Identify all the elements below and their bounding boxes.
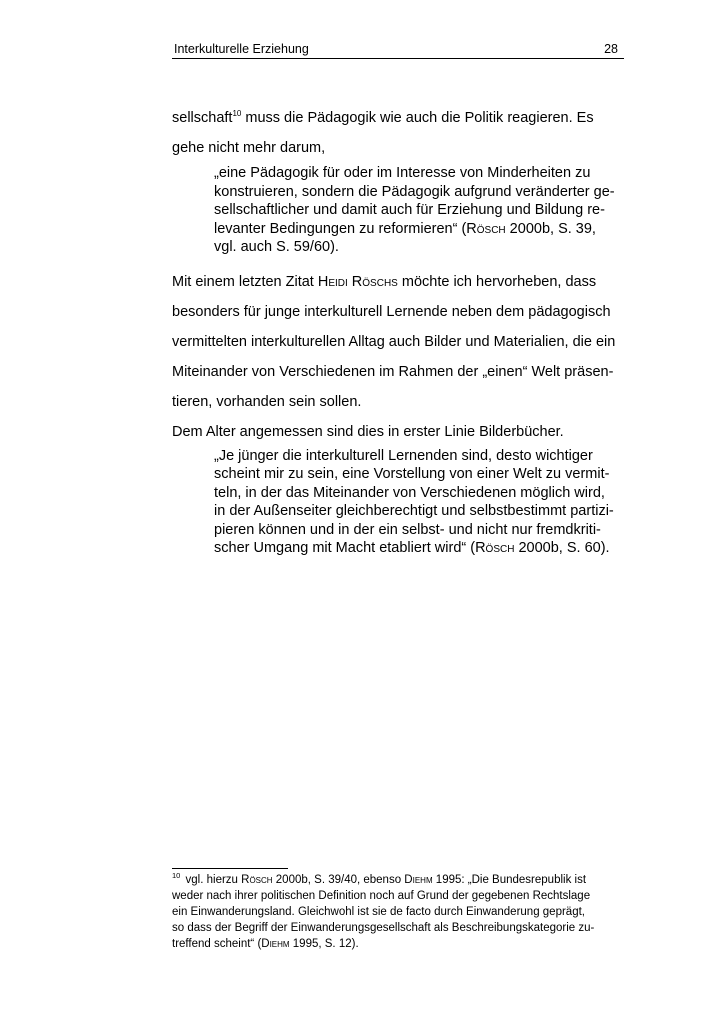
text-line: teln, in der das Miteinander von Verschiedenen möglich wird, <box>214 484 605 501</box>
running-header <box>172 40 624 59</box>
author-name: Diehm <box>261 938 290 950</box>
text-line <box>172 936 626 952</box>
text-line: besonders für junge interkulturell Lernende neben dem pädagogisch <box>172 303 611 320</box>
main-text <box>172 103 624 558</box>
page-number: 28 <box>604 42 618 56</box>
text-line: vermittelten interkulturellen Alltag auch Bilder und Materialien, die ein <box>172 333 616 350</box>
text-span: Mit einem letzten Zitat <box>172 273 318 290</box>
block-quote-2 <box>214 447 624 558</box>
text-span: levanter Bedingungen zu reformieren“ ( <box>214 220 467 237</box>
text-line: „Je jünger die interkulturell Lernenden sind, desto wichtiger <box>214 447 593 464</box>
text-line <box>172 872 626 888</box>
text-line: pieren können und in der ein selbst- und nicht nur fremdkriti- <box>214 521 601 538</box>
header-title: Interkulturelle Erziehung <box>174 42 309 56</box>
text-span: sellschaft <box>172 110 233 126</box>
text-span: 2000b, S. 39, <box>505 220 596 237</box>
text-span: 1995, S. 12). <box>289 938 359 950</box>
footnote <box>172 872 626 952</box>
paragraph-1 <box>172 103 624 163</box>
text-line: „eine Pädagogik für oder im Interesse von Minderheiten zu <box>214 165 591 181</box>
author-name: Diehm <box>404 874 433 886</box>
text-line: Miteinander von Verschiedenen im Rahmen der „einen“ Welt präsen- <box>172 363 614 380</box>
text-span: 2000b, S. 39/40, ebenso <box>272 874 405 886</box>
block-quote-1 <box>214 164 624 257</box>
text-line <box>172 267 624 297</box>
author-name: Rösch <box>241 874 273 886</box>
text-span: möchte ich hervorheben, dass <box>397 273 597 290</box>
text-line <box>214 220 624 239</box>
text-span: muss die Pädagogik wie auch die Politik reagieren. Es <box>241 110 594 126</box>
text-line: vgl. auch S. 59/60). <box>214 239 339 255</box>
text-line: tieren, vorhanden sein sollen. <box>172 393 362 410</box>
paragraph-2 <box>172 267 624 417</box>
text-line <box>172 103 624 133</box>
text-span: 2000b, S. 60). <box>514 540 610 556</box>
text-line: konstruieren, sondern die Pädagogik aufgrund veränderter ge- <box>214 183 615 200</box>
text-line <box>214 539 624 558</box>
text-line: sellschaftlicher und damit auch für Erziehung und Bildung re- <box>214 202 605 218</box>
text-line: so dass der Begriff der Einwanderungsgesellschaft als Beschreibungskategorie zu- <box>172 922 595 934</box>
text-span: 1995: „Die Bundesrepublik ist <box>432 874 587 886</box>
author-name: Heidi Röschs <box>317 273 398 290</box>
text-span: vgl. hierzu <box>182 874 242 886</box>
text-span: scher Umgang mit Macht etabliert wird“ ( <box>214 540 476 556</box>
text-line: gehe nicht mehr darum, <box>172 140 326 156</box>
author-name: Rösch <box>466 220 506 237</box>
text-line: scheint mir zu sein, eine Vorstellung von einer Welt zu vermit- <box>214 466 610 482</box>
footnote-marker: 10 <box>232 109 242 119</box>
text-line: in der Außenseiter gleichberechtigt und selbstbestimmt partizi- <box>214 503 614 519</box>
text-span: treffend scheint“ ( <box>172 938 262 950</box>
paragraph-3: Dem Alter angemessen sind dies in erster Linie Bilderbücher. <box>172 423 564 440</box>
text-line: ein Einwanderungsland. Gleichwohl ist sie de facto durch Einwanderung geprägt, <box>172 906 585 918</box>
author-name: Rösch <box>475 540 515 556</box>
footnote-number: 10 <box>172 871 181 881</box>
footnote-separator <box>172 868 288 869</box>
text-line: weder nach ihrer politischen Definition noch auf Grund der gegebenen Rechtslage <box>172 890 591 902</box>
